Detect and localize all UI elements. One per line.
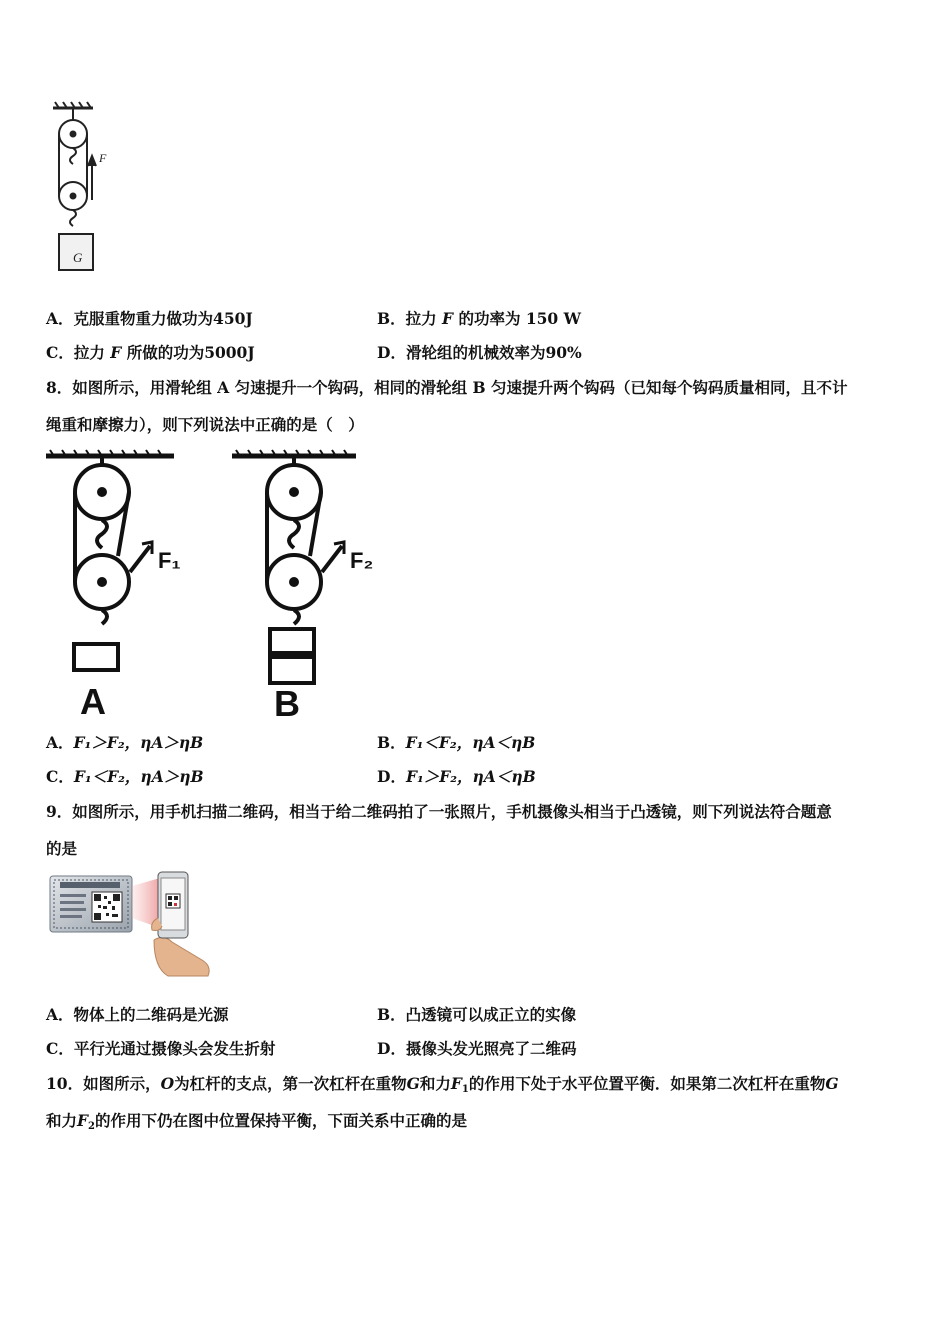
option-letter: A．: [46, 733, 74, 752]
q8-option-b[interactable]: [377, 733, 535, 753]
option-letter: C．: [46, 767, 74, 786]
q7-weight-label: G: [73, 250, 83, 265]
option-text: 摄像头发光照亮了二维码: [405, 1039, 577, 1058]
q8-label-b: B: [274, 683, 300, 724]
q9-option-a[interactable]: [46, 1005, 229, 1025]
option-letter: B．: [377, 1005, 406, 1024]
stem-variable: G: [406, 1074, 420, 1093]
option-text: 平行光通过摄像头会发生折射: [73, 1039, 276, 1058]
option-letter: D．: [377, 767, 406, 786]
option-text: 的功率为 150 W: [458, 309, 582, 328]
option-text: 物体上的二维码是光源: [73, 1005, 229, 1024]
q7-option-a[interactable]: [46, 309, 253, 329]
q9-option-c[interactable]: [46, 1039, 275, 1059]
stem-variable: G: [825, 1074, 839, 1093]
q8-label-a: A: [80, 681, 106, 722]
option-letter: A．: [46, 1005, 74, 1024]
q7-option-d[interactable]: [377, 343, 582, 363]
option-letter: C．: [46, 343, 74, 362]
q9-stem-line-2: 的是: [46, 839, 78, 858]
q8-option-d[interactable]: [377, 767, 536, 787]
stem-subscript: 2: [88, 1121, 95, 1132]
option-text: 所做的功为5000J: [126, 343, 255, 362]
stem-variable: F: [450, 1074, 462, 1093]
option-text: F₁＞F₂，ηA＜ηB: [405, 767, 536, 786]
stem-text: 和力: [419, 1074, 451, 1093]
stem-text: 和力: [46, 1111, 78, 1130]
option-letter: C．: [46, 1039, 74, 1058]
stem-variable: F: [77, 1111, 89, 1130]
q8-pulley-figure: [40, 446, 380, 724]
q8-force-a-label: F₁: [158, 548, 181, 573]
q9-stem-line-1: 9．如图所示，用手机扫描二维码，相当于给二维码拍了一张照片，手机摄像头相当于凸透镜，则下列说法符合题意: [46, 802, 832, 821]
option-text: 拉力: [405, 309, 437, 328]
option-text: 克服重物重力做功为450J: [73, 309, 253, 328]
option-text: F₁＜F₂，ηA＞ηB: [73, 767, 204, 786]
stem-text: 为杠杆的支点，第一次杠杆在重物: [174, 1074, 407, 1093]
option-variable: F: [442, 309, 454, 328]
stem-text: 的作用下仍在图中位置保持平衡，下面关系中正确的是: [95, 1111, 468, 1130]
stem-text: 的作用下处于水平位置平衡．如果第二次杠杆在重物: [468, 1074, 826, 1093]
option-letter: D．: [377, 343, 406, 362]
q10-stem-line-1: [46, 1074, 839, 1100]
q7-force-label: F: [99, 151, 107, 165]
q9-option-d[interactable]: [377, 1039, 576, 1059]
q9-qr-scan-figure: [46, 868, 218, 978]
q9-option-b[interactable]: [377, 1005, 576, 1025]
option-text: 拉力: [73, 343, 105, 362]
q8-stem-line-1: 8．如图所示，用滑轮组 A 匀速提升一个钩码，相同的滑轮组 B 匀速提升两个钩码（已知每个钩码质量相同，且不计: [46, 378, 848, 397]
option-letter: A．: [46, 309, 74, 328]
stem-text: 10．如图所示，: [46, 1074, 161, 1093]
q7-option-c[interactable]: [46, 343, 255, 363]
q8-stem-line-2: 绳重和摩擦力），则下列说法中正确的是（ ）: [46, 415, 364, 434]
stem-variable: O: [160, 1074, 175, 1093]
option-letter: D．: [377, 1039, 406, 1058]
option-letter: B．: [377, 309, 406, 328]
q7-option-b[interactable]: [377, 309, 581, 329]
option-text: F₁＜F₂，ηA＜ηB: [405, 733, 536, 752]
stem-subscript: 1: [461, 1084, 469, 1095]
q8-option-c[interactable]: [46, 767, 204, 787]
q7-pulley-figure: [45, 100, 125, 280]
q8-force-b-label: F₂: [350, 548, 374, 573]
option-text: 滑轮组的机械效率为90%: [405, 343, 582, 362]
q10-stem-line-2: [46, 1111, 467, 1137]
option-letter: B．: [377, 733, 406, 752]
option-variable: F: [110, 343, 122, 362]
option-text: 凸透镜可以成正立的实像: [405, 1005, 577, 1024]
option-text: F₁＞F₂，ηA＞ηB: [73, 733, 204, 752]
q8-option-a[interactable]: [46, 733, 203, 753]
